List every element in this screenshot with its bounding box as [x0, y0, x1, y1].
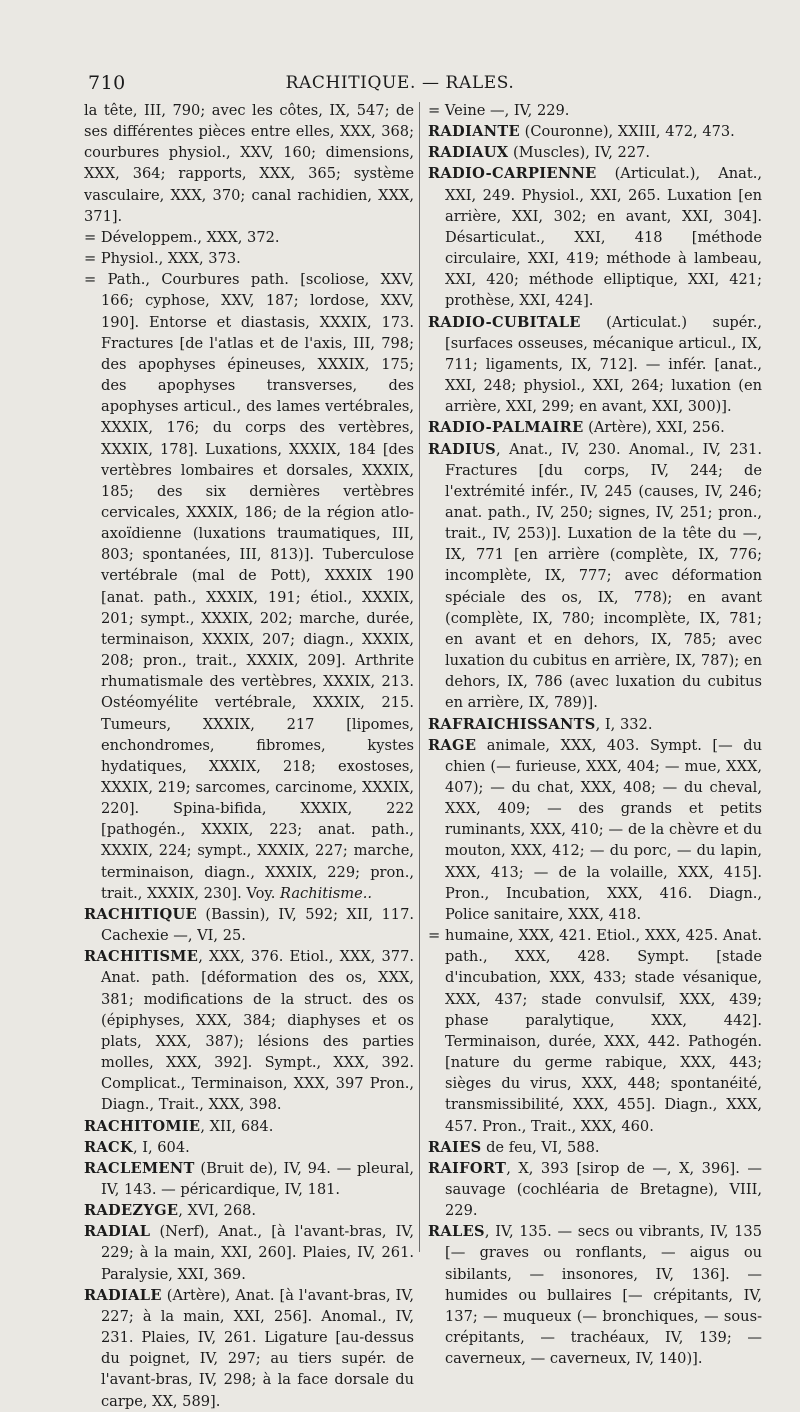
- index-entry: [428, 163, 762, 311]
- index-entry: [84, 1285, 414, 1412]
- index-entry: [428, 417, 762, 438]
- entry-headword: RADIUS: [428, 440, 496, 458]
- index-entry: [84, 1137, 414, 1158]
- index-entry: [84, 904, 414, 946]
- entry-headword: RAFRAICHISSANTS: [428, 715, 596, 733]
- entry-text: (Artère), Anat. [à l'avant-bras, IV, 227; à la main, XXI, 256]. Anomal., IV, 231. Plaies, IV, 261. Ligature [au-dessus du poignet, IV, 297; au tiers supér. de l'avant-bras, IV, 298; à la face dorsale du carpe, XX, 589].: [101, 1286, 414, 1410]
- entry-text: la tête, III, 790; avec les côtes, IX, 547; de ses différentes pièces entre elles, XXX, 368; courbures physiol., XXV, 160; dimensions, XXX, 364; rapports, XXX, 365; système vasculaire, XXX, 370; canal rachidien, XXX, 371].: [84, 102, 414, 225]
- page-number: 710: [88, 72, 126, 94]
- entry-headword: RADIAL: [84, 1223, 151, 1241]
- index-entry: [428, 312, 762, 418]
- entry-headword: RACHITIQUE: [84, 905, 197, 923]
- entry-text: de feu, VI, 588.: [481, 1138, 600, 1156]
- right-column: [428, 100, 762, 1368]
- entry-text: , I, 332.: [595, 715, 653, 733]
- entry-headword: RAIFORT: [428, 1159, 507, 1177]
- index-entry: [428, 714, 762, 735]
- entry-text: , IV, 135. — secs ou vibrants, IV, 135 [— graves ou ronflants, — aigus ou sibilants, — insonores, IV, 136]. — humides ou bullaires [— crépitants, IV, 137; — muqueux (— bronchiques, — sous-crépitants, — trachéaux, IV, 139; — caverneux, — caverneux, IV, 140)].: [445, 1223, 762, 1368]
- left-column: [84, 100, 414, 1410]
- entry-text: = Physiol., XXX, 373.: [84, 250, 241, 268]
- entry-text: , XII, 684.: [200, 1117, 274, 1135]
- entry-text: , XXX, 376. Etiol., XXX, 377. Anat. path. [déformation des os, XXX, 381; modifications de la struct. des os (épiphyses, XXX, 384; diaphyses et os plats, XXX, 387); lésions des parties molles, XXX, 392]. Sympt., XXX, 392. Complicat., Terminaison, XXX, 397 Pron., Diagn., Trait., XXX, 398.: [101, 948, 414, 1114]
- index-entry: [428, 925, 762, 1137]
- entry-crossref: Rachitisme..: [280, 884, 373, 902]
- entry-text: (Nerf), Anat., [à l'avant-bras, IV, 229; à la main, XXI, 260]. Plaies, IV, 261. Paralysie, XXI, 369.: [101, 1223, 414, 1283]
- index-entry: [84, 1221, 414, 1284]
- index-entry: [84, 946, 414, 1115]
- index-entry: [428, 439, 762, 714]
- index-entry: [84, 100, 414, 227]
- index-entry: [84, 227, 414, 248]
- entry-headword: RADIO-PALMAIRE: [428, 419, 584, 437]
- entry-text: , I, 604.: [132, 1138, 190, 1156]
- entry-headword: RAGE: [428, 736, 477, 754]
- entry-text: = Path., Courbures path. [scoliose, XXV, 166; cyphose, XXV, 187; lordose, XXV, 190]. Entorse et diastasis, XXXIX, 173. Fractures [de l'atlas et de l'axis, III, 798; des apophyses épineuses, XXXIX, 175; des apophyses transverses, des apophyses articul., des lames vertébrales, XXXIX, 176; du corps des vertèbres, XXXIX, 178]. Luxations, XXXIX, 184 [des vertèbres lombaires et dorsales, XXXIX, 185; des six dernières vertèbres cervicales, XXXIX, 186; de la région atlo-axoïdienne (luxations traumatiques, III, 803; spontanées, III, 813)]. Tuberculose vertébrale (mal de Pott), XXXIX 190 [anat. path., XXXIX, 191; étiol., XXXIX, 201; sympt., XXXIX, 202; marche, durée, terminaison, XXXIX, 207; diagn., XXXIX, 208; pron., trait., XXXIX, 209]. Arthrite rhumatismale des vertèbres, XXXIX, 213. Ostéomyélite vertébrale, XXXIX, 215. Tumeurs, XXXIX, 217 [lipomes, enchondromes, fibromes, kystes hydatiques, XXXIX, 218; exostoses, XXXIX, 219; sarcomes, carcinome, XXXIX, 220]. Spina-bifida, XXXIX, 222 [pathogén., XXXIX, 223; anat. path., XXXIX, 224; sympt., XXXIX, 227; marche, terminaison, diagn., XXXIX, 229; pron., trait., XXXIX, 230]. Voy.: [84, 271, 414, 902]
- entry-headword: RACK: [84, 1138, 133, 1156]
- entry-headword: RADIAUX: [428, 144, 509, 162]
- entry-headword: RACHITISME: [84, 948, 199, 966]
- entry-text: = Développem., XXX, 372.: [84, 228, 280, 246]
- entry-headword: RACLEMENT: [84, 1159, 195, 1177]
- entry-text: (Articulat.), Anat., XXI, 249. Physiol., XXI, 265. Luxation [en arrière, XXI, 302; en avant, XXI, 304]. Désarticulat., XXI, 418 [méthode circulaire, XXI, 419; méthode à lambeau, XXI, 420; méthode elliptique, XXI, 421; prothèse, XXI, 424].: [445, 165, 762, 310]
- index-entry: [428, 142, 762, 163]
- entry-headword: RADIALE: [84, 1286, 162, 1304]
- index-entry: [428, 100, 762, 121]
- page-header: [0, 72, 800, 102]
- entry-headword: RALES: [428, 1223, 485, 1241]
- index-entry: [428, 735, 762, 925]
- index-entry: [428, 1221, 762, 1369]
- entry-text: (Artère), XXI, 256.: [583, 419, 725, 437]
- entry-headword: RADIANTE: [428, 123, 520, 141]
- index-entry: [84, 248, 414, 269]
- entry-text: , XVI, 268.: [178, 1202, 257, 1220]
- index-entry: [428, 121, 762, 142]
- index-entry: [84, 1116, 414, 1137]
- index-entry: [428, 1158, 762, 1221]
- entry-text: animale, XXX, 403. Sympt. [— du chien (— furieuse, XXX, 404; — mue, XXX, 407); — du chat, XXX, 408; — du cheval, XXX, 409; — des grands et petits ruminants, XXX, 410; — de la chèvre et du mouton, XXX, 412; — du porc, — du lapin, XXX, 413; — de la volaille, XXX, 415]. Pron., Incubation, XXX, 416. Diagn., Police sanitaire, XXX, 418.: [445, 736, 762, 923]
- entry-text: , X, 393 [sirop de —, X, 396]. — sauvage (cochléaria de Bretagne), VIII, 229.: [445, 1159, 762, 1220]
- entry-headword: RADIO-CARPIENNE: [428, 165, 597, 183]
- index-entry: [84, 269, 414, 904]
- entry-text: (Muscles), IV, 227.: [508, 144, 651, 162]
- index-entry: [84, 1200, 414, 1221]
- index-entry: [84, 1158, 414, 1200]
- index-entry: [428, 1137, 762, 1158]
- entry-text: (Bassin), IV, 592; XII, 117. Cachexie —, VI, 25.: [101, 905, 414, 945]
- entry-headword: RADEZYGE: [84, 1202, 179, 1220]
- entry-headword: RACHITOMIE: [84, 1117, 201, 1135]
- entry-headword: RAIES: [428, 1138, 482, 1156]
- column-divider: [419, 102, 420, 1252]
- entry-text: , Anat., IV, 230. Anomal., IV, 231. Fractures [du corps, IV, 244; de l'extrémité infér., IV, 245 (causes, IV, 246; anat. path., IV, 250; signes, IV, 251; pron., trait., IV, 253)]. Luxation de la tête du —, IX, 771 [en arrière (complète, IX, 776; incomplète, IX, 777; avec déformation spéciale des os, IX, 778); en avant (complète, IX, 780; incomplète, IX, 781; en avant et en dehors, IX, 785; avec luxation du cubitus en arrière, IX, 787); en dehors, IX, 786 (avec luxation du cubitus en arrière, IX, 789)].: [445, 440, 762, 712]
- entry-text: = humaine, XXX, 421. Etiol., XXX, 425. Anat. path., XXX, 428. Sympt. [stade d'incubation, XXX, 433; stade vésanique, XXX, 437; stade convulsif, XXX, 439; phase paralytique, XXX, 442]. Terminaison, durée, XXX, 442. Pathogén. [nature du germe rabique, XXX, 443; sièges du virus, XXX, 448; spontanéité, transmissibilité, XXX, 455]. Diagn., XXX, 457. Pron., Trait., XXX, 460.: [428, 927, 762, 1135]
- entry-text: (Articulat.) supér., [surfaces osseuses, mécanique articul., IX, 711; ligaments, IX, 712]. — infér. [anat., XXI, 248; physiol., XXI, 264; luxation (en arrière, XXI, 299; en avant, XXI, 300)].: [445, 313, 762, 416]
- entry-text: (Bruit de), IV, 94. — pleural, IV, 143. — péricardique, IV, 181.: [101, 1159, 414, 1198]
- entry-text: (Couronne), XXIII, 472, 473.: [519, 123, 735, 141]
- entry-text: = Veine —, IV, 229.: [428, 102, 570, 119]
- running-title: RACHITIQUE. — RALES.: [285, 73, 515, 93]
- entry-headword: RADIO-CUBITALE: [428, 313, 581, 331]
